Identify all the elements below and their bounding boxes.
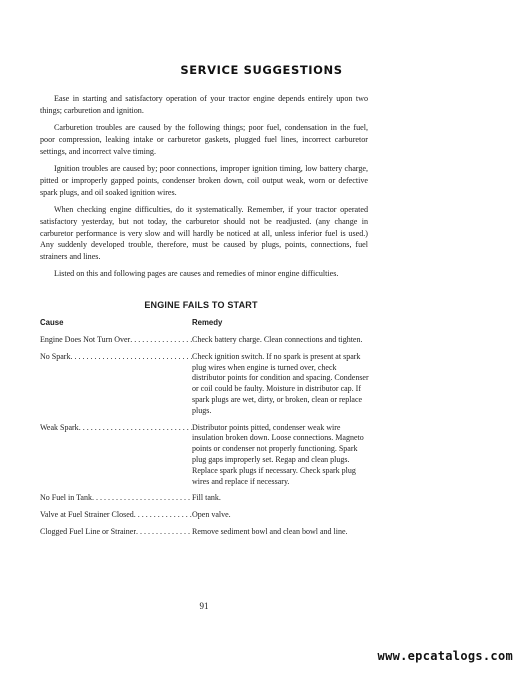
- cause-column-header: Cause: [40, 318, 64, 327]
- remedy-text: Open valve.: [192, 510, 231, 520]
- section-heading: ENGINE FAILS TO START: [144, 300, 258, 310]
- cause-text: Valve at Fuel Strainer Closed: [40, 510, 134, 520]
- cause-text: No Spark: [40, 351, 71, 361]
- page-number: 91: [199, 601, 209, 611]
- dot-leader: [70, 352, 192, 417]
- dot-leader: [79, 423, 192, 488]
- remedy-text: Fill tank.: [192, 493, 221, 503]
- remedy-text: Check battery charge. Clean connections and tighten.: [192, 335, 363, 344]
- dot-leader: [130, 335, 192, 346]
- cause-text: Engine Does Not Turn Over: [40, 335, 131, 344]
- intro-paragraph: Ease in starting and satisfactory operation of your tractor engine depends entirely upon two things; carburetion and ignition.: [40, 94, 368, 115]
- page-title: SERVICE SUGGESTIONS: [180, 63, 343, 77]
- intro-paragraph: Carburetion troubles are caused by the following things; poor fuel, condensation in the fuel, poor compression, leaking intake or carburetor gaskets, plugged fuel lines, incorrect carburetor settings, and incorrect valve timing.: [40, 123, 368, 156]
- cause-text: Clogged Fuel Line or Strainer: [40, 526, 136, 536]
- watermark: www.epcatalogs.com: [377, 649, 513, 663]
- dot-leader: [92, 493, 192, 504]
- intro-text: [40, 93, 368, 286]
- remedy-text: Check ignition switch. If no spark is present at spark plug wires when engine is turned over, check distributor points for condition and spacing. Condenser or coil could be faulty. Moisture in distributor cap. If spark plugs are wet, dirty, or broken, clean or replace plugs.: [192, 351, 369, 415]
- cause-text: No Fuel in Tank: [40, 493, 92, 503]
- list-item: [40, 335, 370, 346]
- intro-paragraph: Ignition troubles are caused by; poor connections, improper ignition timing, low battery charge, pitted or improperly gapped points, condenser broken down, coil output weak, worn or defective spark plugs, and oil soaked ignition wires.: [40, 164, 368, 197]
- remedy-text: Distributor points pitted, condenser weak wire insulation broken down. Loose connections. Magneto points or condenser not properly functioning. Spark plug gaps improperly set. Regap and clean plugs. Replace spark plugs if necessary. Check spark plug wires and replace if necessary.: [192, 422, 364, 486]
- list-item: [40, 423, 370, 488]
- dot-leader: [134, 510, 192, 521]
- remedy-column-header: Remedy: [192, 318, 223, 327]
- list-item: [40, 352, 370, 417]
- list-item: [40, 493, 370, 504]
- dot-leader: [136, 527, 192, 538]
- remedy-text: Remove sediment bowl and clean bowl and line.: [192, 526, 348, 536]
- cause-text: Weak Spark: [40, 422, 79, 432]
- intro-paragraph: Listed on this and following pages are causes and remedies of minor engine difficulties.: [54, 269, 339, 279]
- cause-remedy-list: [40, 335, 370, 544]
- intro-paragraph: When checking engine difficulties, do it systematically. Remember, if your tractor operated satisfactory yesterday, but not today, the carburetor should not be readjusted. (any change in carburetor performance is very slow and will hardly be noticed at all, unless inferior fuel is used.) Any suddenly developed trouble, therefore, must be caused by plugs, points, connections, fuel strainers and lines.: [40, 205, 368, 261]
- list-item: [40, 510, 370, 521]
- list-item: [40, 527, 370, 538]
